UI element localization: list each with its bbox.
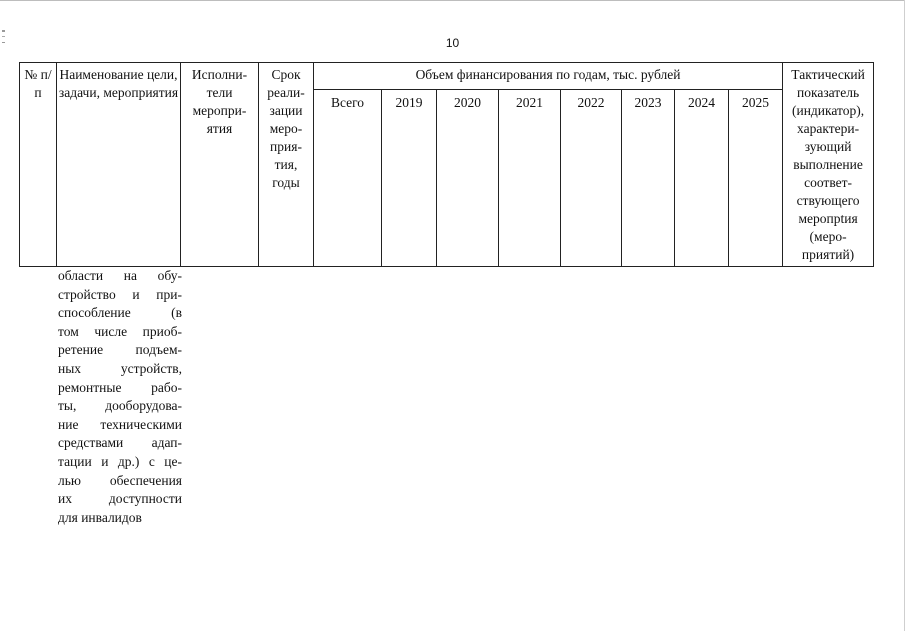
top-edge-rule <box>0 0 905 1</box>
text-line: том числе приоб- <box>58 323 182 339</box>
text-line: ние техническими <box>58 416 182 432</box>
header-year-2024: 2024 <box>675 90 729 267</box>
header-year-2022: 2022 <box>561 90 622 267</box>
measure-description-continuation <box>58 267 182 527</box>
text-line: стройство и при- <box>58 286 182 302</box>
header-year-2021: 2021 <box>499 90 561 267</box>
text-line: тации и др.) с це- <box>58 453 182 469</box>
header-name: Наименование цели, задачи, мероприятия <box>57 63 181 267</box>
header-funding-title: Объем финансирования по годам, тыс. рублей <box>314 63 783 90</box>
text-line: ретение подъем- <box>58 342 182 358</box>
header-indicator: Тактический показатель (индикатор), характери-зующий выполнение соответ-ствующего меропрtия (меро-приятий) <box>783 63 874 267</box>
text-line: области на обу- <box>58 268 182 283</box>
text-line: способление (в <box>58 305 182 321</box>
header-number: № п/п <box>20 63 57 267</box>
header-year-2020: 2020 <box>437 90 499 267</box>
text-line: для инвалидов <box>58 509 142 525</box>
header-period: Срок реали-зации меро-прия-тия, годы <box>259 63 314 267</box>
header-year-2025: 2025 <box>729 90 783 267</box>
text-line: их доступности <box>58 491 182 507</box>
funding-table-header <box>19 62 874 267</box>
text-line: средствами адап- <box>58 435 182 451</box>
text-line: ных устройств, <box>58 360 182 376</box>
header-year-2023: 2023 <box>622 90 675 267</box>
text-line: ты, дооборудова- <box>58 398 182 414</box>
header-year-total: Всего <box>314 90 382 267</box>
page-number: 10 <box>445 36 460 50</box>
text-line: ремонтные рабо- <box>58 379 182 395</box>
text-line: лью обеспечения <box>58 472 182 488</box>
header-executors: Исполни-тели меропри-ятия <box>181 63 259 267</box>
header-year-2019: 2019 <box>382 90 437 267</box>
